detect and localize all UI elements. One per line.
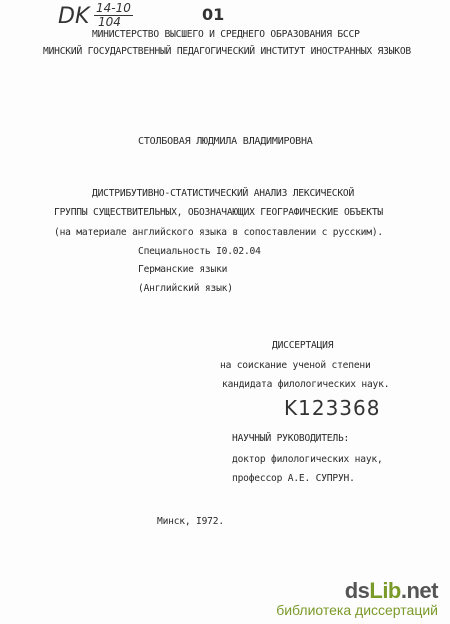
- title-line-1: ДИСТРИБУТИВНО-СТАТИСТИЧЕСКИЙ АНАЛИЗ ЛЕКСИЧЕСКОЙ: [92, 188, 355, 199]
- dslib-logo: [276, 578, 438, 604]
- dslib-subtitle: библиотека диссертаций: [276, 602, 438, 618]
- dissertation-line-2: кандидата филологических наук.: [222, 379, 390, 390]
- handwritten-number: 01: [202, 5, 225, 24]
- institute-line: МИНСКИЙ ГОСУДАРСТВЕННЫЙ ПЕДАГОГИЧЕСКИЙ ИНСТИТУТ ИНОСТРАННЫХ ЯЗЫКОВ: [43, 46, 412, 57]
- handwritten-fraction-top: 14-10: [96, 1, 131, 15]
- dissertation-line-1: на соискание ученой степени: [220, 360, 371, 371]
- ministry-line: МИНИСТЕРСТВО ВЫСШЕГО И СРЕДНЕГО ОБРАЗОВАНИЯ БССР: [92, 29, 360, 40]
- dslib-watermark[interactable]: [276, 578, 438, 618]
- handwritten-fraction-bottom: 104: [98, 15, 121, 29]
- dissertation-heading: ДИССЕРТАЦИЯ: [272, 340, 334, 351]
- handwritten-inventory-number: K123368: [284, 396, 381, 420]
- logo-net: .net: [400, 578, 438, 603]
- field: Германские языки: [138, 264, 228, 275]
- supervisor-line-1: доктор филологических наук,: [232, 454, 383, 465]
- language: (Английский язык): [138, 283, 233, 294]
- logo-ds: ds: [344, 578, 370, 603]
- title-line-3: (на материале английского языка в сопоставлении с русским).: [54, 227, 383, 238]
- author-name: СТОЛБОВАЯ ЛЮДМИЛА ВЛАДИМИРОВНА: [138, 136, 313, 147]
- supervisor-heading: НАУЧНЫЙ РУКОВОДИТЕЛЬ:: [232, 433, 350, 444]
- supervisor-line-2: профессор А.Е. СУПРУН.: [232, 473, 355, 484]
- handwritten-code: DK: [58, 4, 90, 29]
- title-line-2: ГРУППЫ СУЩЕСТВИТЕЛЬНЫХ, ОБОЗНАЧАЮЩИХ ГЕОГРАФИЧЕСКИЕ ОБЪЕКТЫ: [54, 207, 383, 218]
- specialty: Специальность I0.02.04: [138, 246, 261, 257]
- logo-lib: Lib: [369, 578, 401, 603]
- place-year: Минск, I972.: [157, 516, 224, 527]
